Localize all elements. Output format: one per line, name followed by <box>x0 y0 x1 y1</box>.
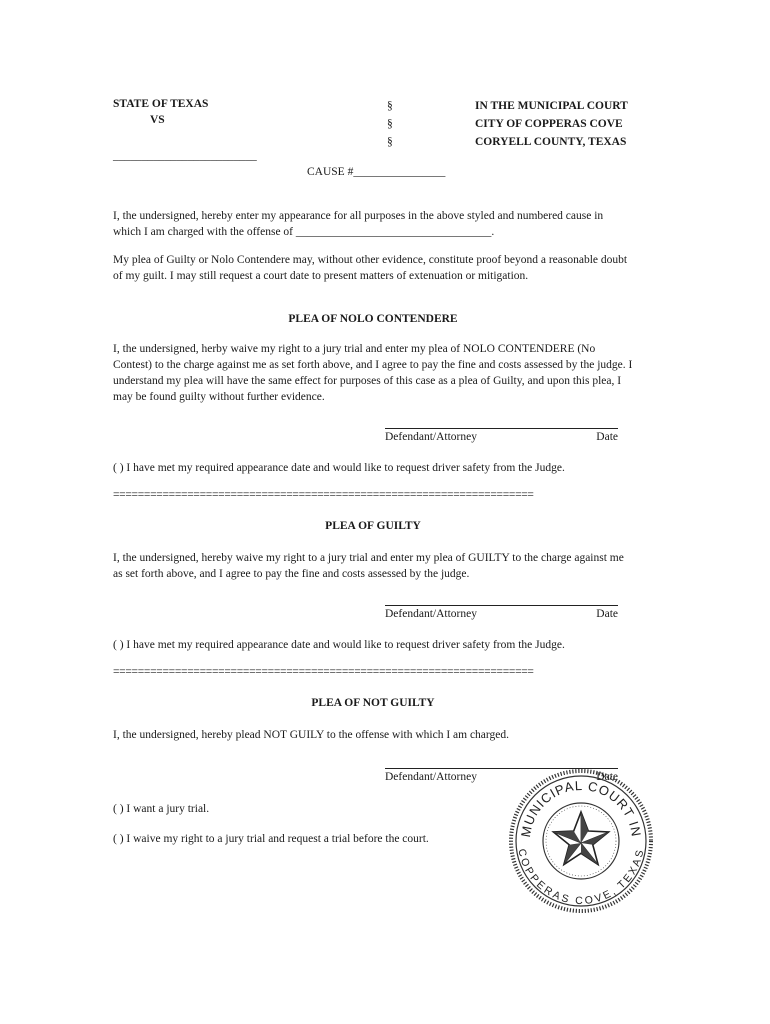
defendant-name-blank[interactable]: _________________________ <box>113 150 257 162</box>
bench-trial-checkbox[interactable]: ( ) I waive my right to a jury trial and request a trial before the court. <box>113 833 429 845</box>
guilty-date-label: Date <box>596 608 618 620</box>
nolo-driver-safety-checkbox[interactable]: ( ) I have met my required appearance date and would like to request driver safety from the Judge. <box>113 462 565 474</box>
guilty-signature-label <box>385 608 618 620</box>
state-of-texas: STATE OF TEXAS <box>113 98 209 110</box>
not-guilty-heading: PLEA OF NOT GUILTY <box>311 697 435 709</box>
nolo-body: I, the undersigned, herby waive my right to a jury trial and enter my plea of NOLO CONTENDERE (No Contest) to the charge against me as set forth above, and I agree to pay the fine and costs assessed by the judge. I understand my plea will have the same effect for purposes of this case as a plea of Guilty, and upon this plea, I may be found guilty without further evidence. <box>113 343 633 403</box>
jury-trial-checkbox[interactable]: ( ) I want a jury trial. <box>113 803 210 815</box>
separator-2: ==================================================================== <box>113 666 534 678</box>
court-city: CITY OF COPPERAS COVE <box>475 118 623 130</box>
cause-number[interactable]: CAUSE #________________ <box>307 166 446 178</box>
court-county: CORYELL COUNTY, TEXAS <box>475 136 627 148</box>
guilty-heading: PLEA OF GUILTY <box>325 520 421 532</box>
nolo-signature-label <box>385 431 618 443</box>
star-icon <box>553 812 608 865</box>
not-guilty-date-label: Date <box>596 771 618 783</box>
section-mark-1: § <box>387 100 393 112</box>
nolo-defendant-label: Defendant/Attorney <box>385 431 477 443</box>
guilty-signature-line[interactable] <box>385 605 618 606</box>
not-guilty-body: I, the undersigned, hereby plead NOT GUILY to the offense with which I am charged. <box>113 729 510 741</box>
section-mark-3: § <box>387 136 393 148</box>
appearance-paragraph: I, the undersigned, hereby enter my appearance for all purposes in the above styled and numbered cause in which I am charged with the offense of __________________________________. <box>113 210 604 238</box>
nolo-date-label: Date <box>596 431 618 443</box>
nolo-heading: PLEA OF NOLO CONTENDERE <box>288 313 458 325</box>
plea-note-paragraph: My plea of Guilty or Nolo Contendere may, without other evidence, constitute proof beyond a reasonable doubt of my guilt. I may still request a court date to present matters of extenuation or mitigation. <box>113 254 628 282</box>
seal-top-text: MUNICIPAL COURT IN <box>517 777 644 839</box>
guilty-driver-safety-checkbox[interactable]: ( ) I have met my required appearance date and would like to request driver safety from the Judge. <box>113 639 565 651</box>
seal-bottom-text: COPPERAS COVE, TEXAS <box>515 847 647 908</box>
nolo-signature-line[interactable] <box>385 428 618 429</box>
vs-label: VS <box>150 114 165 126</box>
guilty-body: I, the undersigned, hereby waive my right to a jury trial and enter my plea of GUILTY to the charge against me as set forth above, and I agree to pay the fine and costs assessed by the judge. <box>113 552 624 580</box>
separator-1: ==================================================================== <box>113 489 534 501</box>
court-name: IN THE MUNICIPAL COURT <box>475 100 628 112</box>
court-seal <box>508 768 654 914</box>
guilty-defendant-label: Defendant/Attorney <box>385 608 477 620</box>
section-mark-2: § <box>387 118 393 130</box>
not-guilty-defendant-label: Defendant/Attorney <box>385 771 477 783</box>
